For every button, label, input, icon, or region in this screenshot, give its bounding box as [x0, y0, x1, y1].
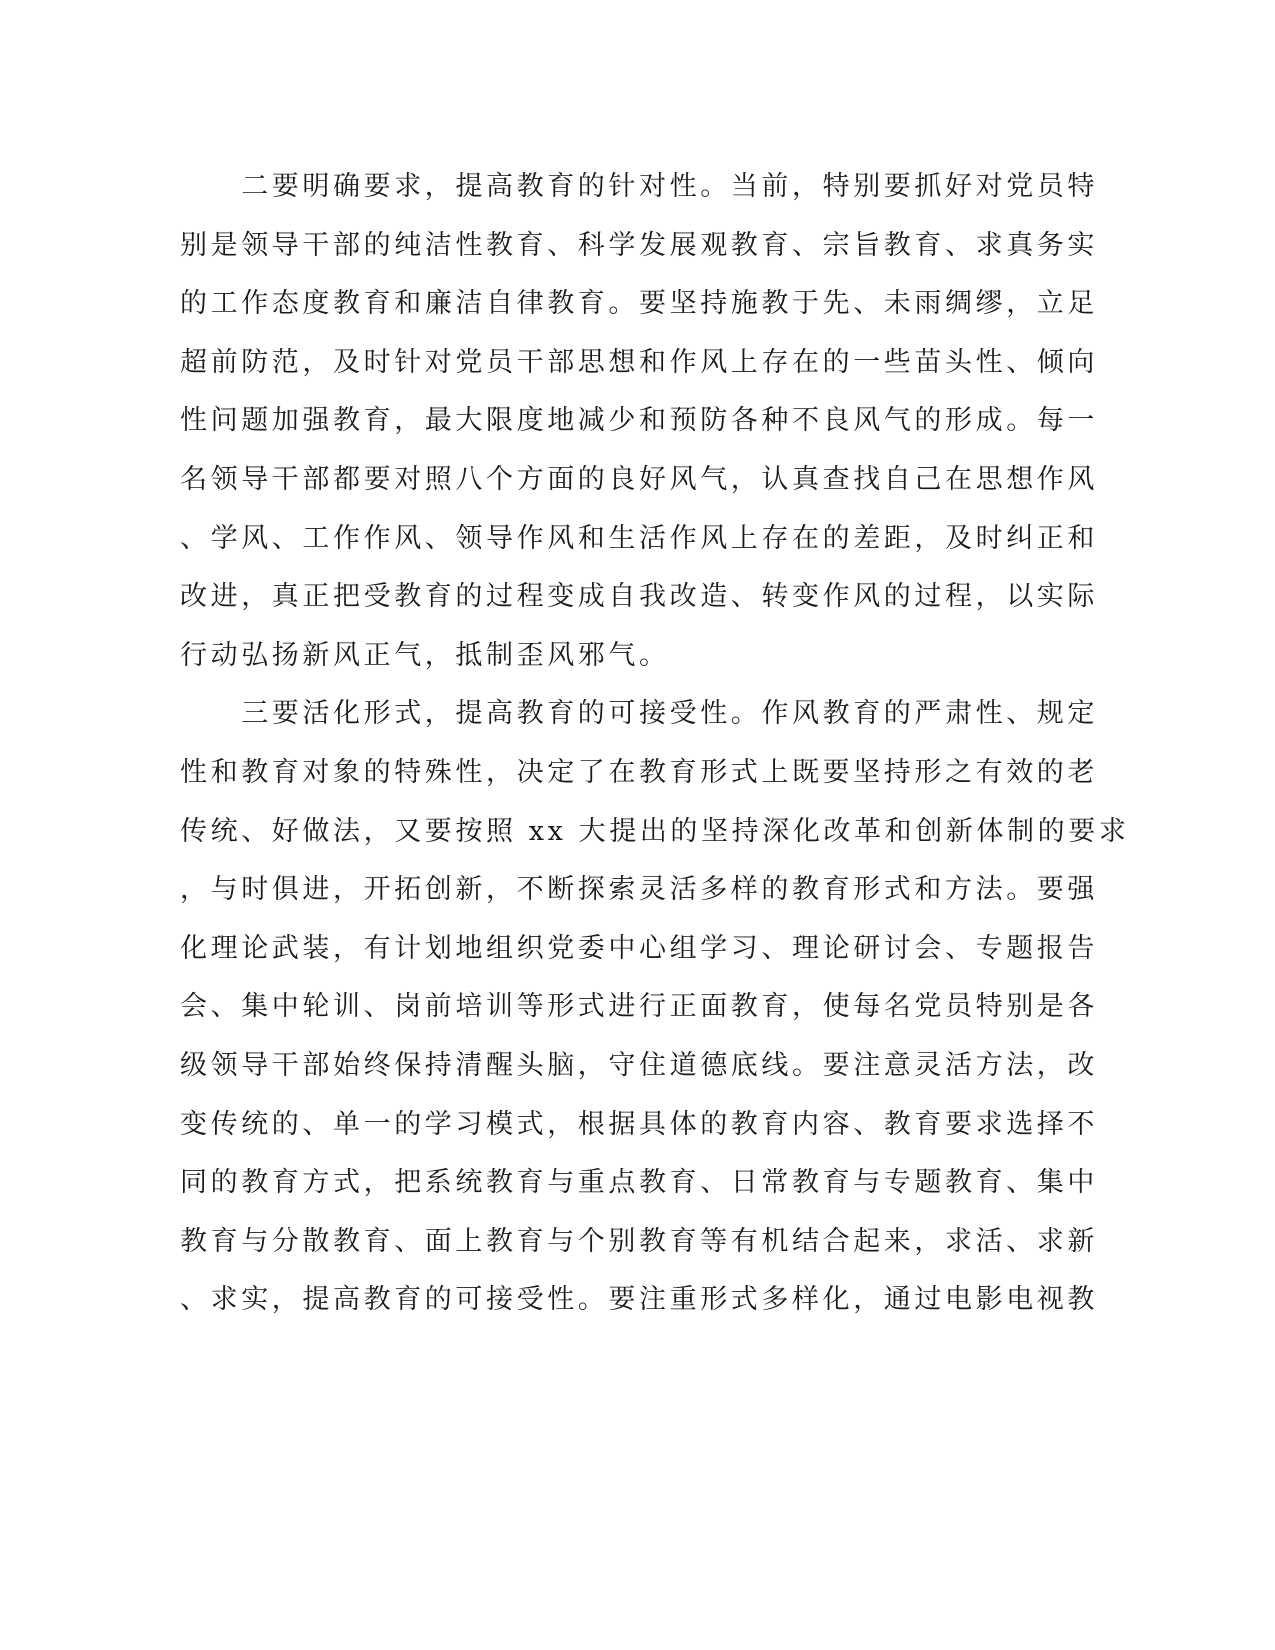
- text-line: 性问题加强教育，最大限度地减少和预防各种不良风气的形成。每一: [180, 405, 1098, 437]
- text-line: 、求实，提高教育的可接受性。要注重形式多样化，通过电影电视教: [180, 1284, 1098, 1316]
- text-line: 教育与分散教育、面上教育与个别教育等有机结合起来，求活、求新: [180, 1225, 1098, 1257]
- text-line: ，与时俱进，开拓创新，不断探索灵活多样的教育形式和方法。要强: [180, 874, 1098, 906]
- text-line: 、学风、工作作风、领导作风和生活作风上存在的差距，及时纠正和: [180, 522, 1098, 554]
- text-line: 化理论武装，有计划地组织党委中心组学习、理论研讨会、专题报告: [180, 932, 1098, 964]
- text-line: 二要明确要求，提高教育的针对性。当前，特别要抓好对党员特: [180, 171, 1098, 202]
- text-line: 名领导干部都要对照八个方面的良好风气，认真查找自己在思想作风: [180, 463, 1098, 495]
- text-line: 三要活化形式，提高教育的可接受性。作风教育的严肃性、规定: [180, 698, 1098, 730]
- document-body: [180, 158, 1180, 1330]
- text-line: 传统、好做法，又要按照 xx 大提出的坚持深化改革和创新体制的要求: [180, 815, 1130, 847]
- text-line: 别是领导干部的纯洁性教育、科学发展观教育、宗旨教育、求真务实: [180, 229, 1098, 261]
- text-line: 同的教育方式，把系统教育与重点教育、日常教育与专题教育、集中: [180, 1167, 1098, 1199]
- text-line: 超前防范，及时针对党员干部思想和作风上存在的一些苗头性、倾向: [180, 346, 1098, 378]
- text-line: 级领导干部始终保持清醒头脑，守住道德底线。要注意灵活方法，改: [180, 1049, 1098, 1081]
- text-line: 会、集中轮训、岗前培训等形式进行正面教育，使每名党员特别是各: [180, 991, 1098, 1023]
- text-line: 的工作态度教育和廉洁自律教育。要坚持施教于先、未雨绸缪，立足: [180, 288, 1098, 320]
- text-line: 改进，真正把受教育的过程变成自我改造、转变作风的过程，以实际: [180, 581, 1098, 613]
- paragraph-2: [180, 685, 1180, 1330]
- text-line: 行动弘扬新风正气，抵制歪风邪气。: [180, 639, 670, 671]
- text-line: 变传统的、单一的学习模式，根据具体的教育内容、教育要求选择不: [180, 1108, 1098, 1140]
- text-line: 性和教育对象的特殊性，决定了在教育形式上既要坚持形之有效的老: [180, 756, 1098, 788]
- paragraph-1: [180, 158, 1180, 685]
